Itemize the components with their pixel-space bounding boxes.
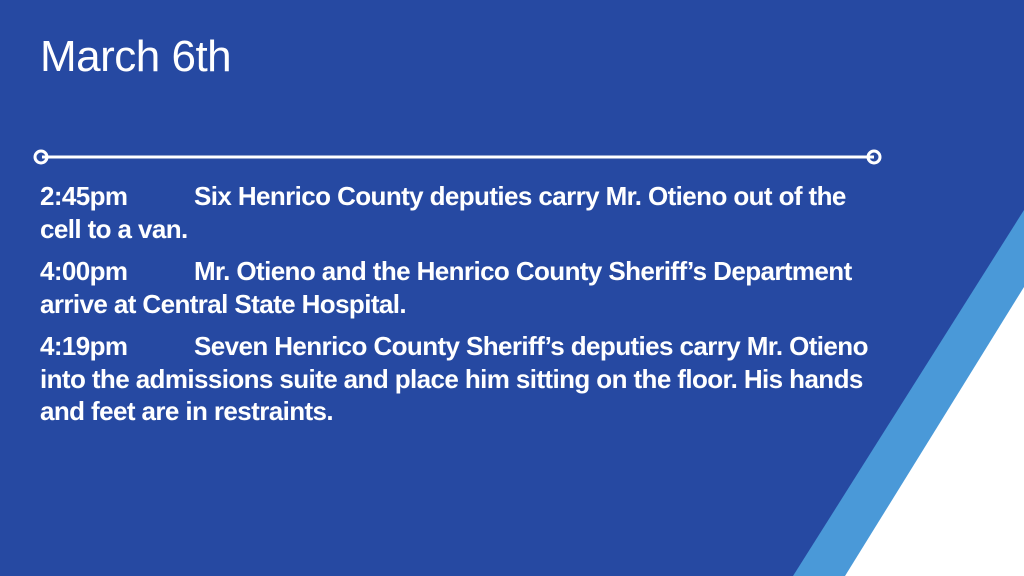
entry-time: 4:19pm	[40, 331, 128, 361]
entry-text: Seven Henrico County Sheriff’s deputies carry Mr. Otieno into the admissions suite and place him sitting on the floor. His hands and feet are in restraints.	[40, 331, 868, 426]
entry-text: Mr. Otieno and the Henrico County Sheriff’s Department arrive at Central State Hospital.	[40, 256, 852, 319]
entry-text: Six Henrico County deputies carry Mr. Otieno out of the cell to a van.	[40, 181, 846, 244]
entry-time: 2:45pm	[40, 181, 128, 211]
entry-time: 4:00pm	[40, 256, 128, 286]
slide-title: March 6th	[40, 32, 232, 81]
